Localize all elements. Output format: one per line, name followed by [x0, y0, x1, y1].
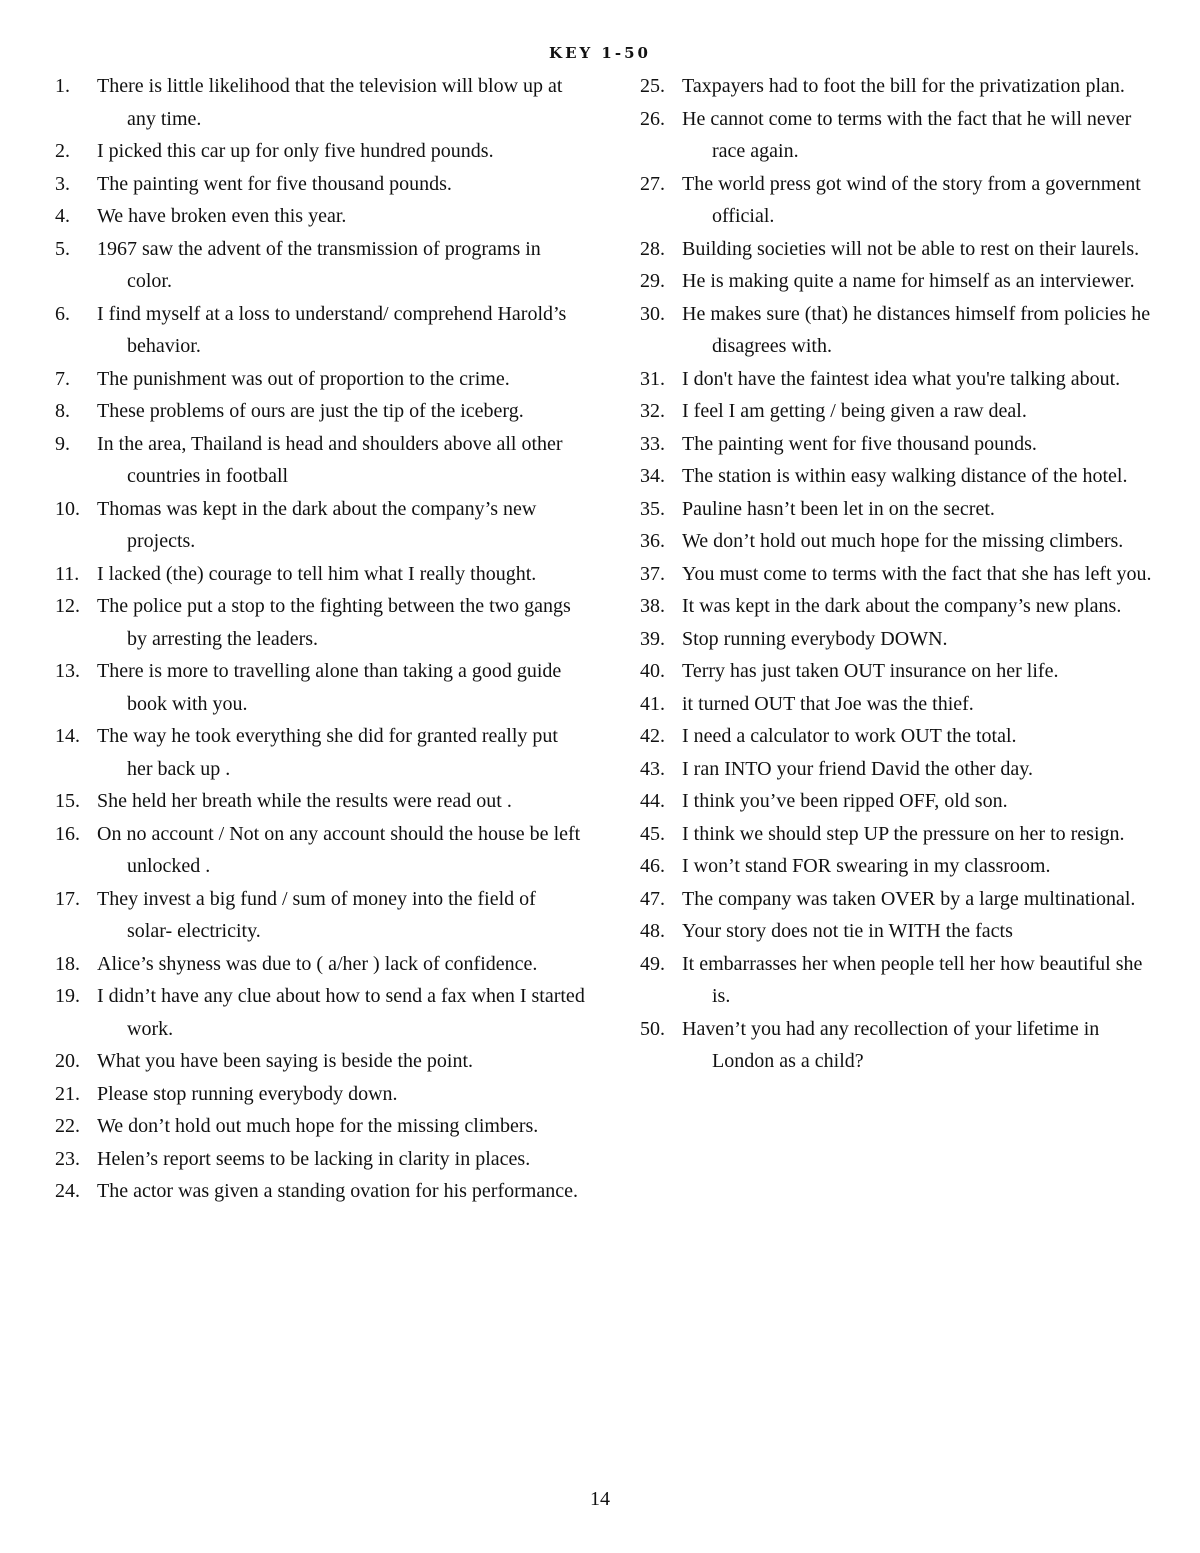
answer-text: In the area, Thailand is head and shoulders above all other countries in football	[97, 432, 563, 487]
answer-item	[640, 363, 1165, 396]
answer-item	[55, 980, 585, 1045]
answer-number: 9.	[55, 432, 70, 455]
answer-number: 19.	[55, 985, 80, 1007]
answer-number: 31.	[640, 367, 665, 390]
answer-text: On no account / Not on any account should the house be left unlocked .	[97, 822, 581, 877]
answer-item	[55, 1110, 585, 1143]
answer-text: The station is within easy walking distance of the hotel.	[682, 465, 1128, 487]
answer-number: 41.	[640, 692, 665, 715]
answer-text: You must come to terms with the fact that she has left you.	[682, 562, 1152, 585]
answer-list-left	[55, 70, 585, 1208]
answer-item	[640, 493, 1165, 526]
answer-text: Stop running everybody DOWN.	[682, 627, 948, 650]
answer-number: 16.	[55, 822, 80, 845]
answer-text: They invest a big fund / sum of money into the field of solar- electricity.	[97, 887, 536, 942]
answer-number: 39.	[640, 627, 665, 650]
answer-number: 15.	[55, 790, 80, 812]
answer-text: It embarrasses her when people tell her how beautiful she is.	[682, 952, 1143, 1007]
answer-text: He is making quite a name for himself as an interviewer.	[682, 270, 1135, 292]
answer-number: 2.	[55, 140, 70, 162]
answer-item	[55, 590, 585, 655]
answer-number: 28.	[640, 237, 665, 260]
answer-number: 14.	[55, 725, 80, 747]
answer-text: I won’t stand FOR swearing in my classroom.	[682, 855, 1051, 877]
answer-number: 18.	[55, 952, 80, 975]
page-title: KEY 1-50	[549, 44, 651, 62]
answer-item	[640, 395, 1165, 428]
answer-text: Helen’s report seems to be lacking in clarity in places.	[97, 1147, 531, 1170]
answer-item	[640, 818, 1165, 851]
answer-number: 29.	[640, 270, 665, 292]
answer-item	[640, 785, 1165, 818]
answer-text: The company was taken OVER by a large multinational.	[682, 887, 1136, 910]
answer-number: 26.	[640, 107, 665, 130]
answer-item	[640, 70, 1165, 103]
answer-item	[640, 428, 1165, 461]
answer-item	[55, 493, 585, 558]
answer-item	[55, 1175, 585, 1208]
answer-number: 47.	[640, 887, 665, 910]
answer-item	[640, 168, 1165, 233]
answer-number: 49.	[640, 952, 665, 975]
answer-item	[640, 558, 1165, 591]
answer-item	[640, 850, 1165, 883]
answer-number: 6.	[55, 302, 70, 325]
page-number: 14	[590, 1488, 610, 1510]
answer-text: There is little likelihood that the television will blow up at any time.	[97, 75, 563, 130]
answer-number: 40.	[640, 660, 665, 682]
answer-number: 50.	[640, 1017, 665, 1040]
answer-text: I need a calculator to work OUT the total.	[682, 725, 1017, 747]
answer-number: 13.	[55, 660, 80, 682]
answer-text: 1967 saw the advent of the transmission of programs in color.	[97, 237, 541, 292]
answer-number: 48.	[640, 920, 665, 942]
answer-number: 12.	[55, 595, 80, 617]
answer-number: 34.	[640, 465, 665, 487]
answer-item	[55, 1078, 585, 1111]
answer-item	[640, 883, 1165, 916]
answer-item	[55, 395, 585, 428]
answer-text: Thomas was kept in the dark about the company’s new projects.	[97, 497, 537, 552]
answer-number: 17.	[55, 887, 80, 910]
answer-text: I didn’t have any clue about how to send a fax when I started work.	[97, 985, 585, 1040]
answer-number: 43.	[640, 757, 665, 780]
answer-item	[640, 1013, 1165, 1078]
answer-text: The way he took everything she did for granted really put her back up .	[97, 725, 558, 780]
answer-text: The world press got wind of the story from a government official.	[682, 172, 1141, 227]
answer-text: Haven’t you had any recollection of your lifetime in London as a child?	[682, 1017, 1100, 1072]
answer-text: I feel I am getting / being given a raw deal.	[682, 400, 1027, 422]
answer-item	[55, 70, 585, 135]
answer-number: 38.	[640, 595, 665, 617]
answer-number: 1.	[55, 75, 70, 97]
answer-text: I lacked (the) courage to tell him what I really thought.	[97, 562, 537, 585]
answer-list-right	[640, 70, 1165, 1078]
answer-item	[55, 1045, 585, 1078]
answer-item	[640, 623, 1165, 656]
answer-text: Your story does not tie in WITH the facts	[682, 920, 1013, 942]
answer-number: 46.	[640, 855, 665, 877]
answer-item	[55, 558, 585, 591]
answer-text: He cannot come to terms with the fact that he will never race again.	[682, 107, 1132, 162]
answer-item	[55, 883, 585, 948]
answer-number: 30.	[640, 302, 665, 325]
answer-item	[55, 363, 585, 396]
answer-text: Alice’s shyness was due to ( a/her ) lack of confidence.	[97, 952, 538, 975]
answer-text: The police put a stop to the fighting between the two gangs by arresting the leaders.	[97, 595, 571, 650]
answer-item	[640, 590, 1165, 623]
answer-item	[55, 200, 585, 233]
answer-text: I ran INTO your friend David the other day.	[682, 757, 1033, 780]
answer-number: 42.	[640, 725, 665, 747]
answer-text: I think we should step UP the pressure on her to resign.	[682, 822, 1125, 845]
answer-text: We don’t hold out much hope for the missing climbers.	[97, 1115, 539, 1137]
answer-text: Building societies will not be able to rest on their laurels.	[682, 237, 1140, 260]
answer-number: 36.	[640, 530, 665, 552]
answer-text: Terry has just taken OUT insurance on her life.	[682, 660, 1059, 682]
answer-number: 23.	[55, 1147, 80, 1170]
answer-item	[55, 298, 585, 363]
answer-number: 3.	[55, 172, 70, 195]
answer-number: 44.	[640, 790, 665, 812]
answer-number: 20.	[55, 1050, 80, 1072]
answer-text: These problems of ours are just the tip of the iceberg.	[97, 400, 524, 422]
answer-item	[55, 655, 585, 720]
answer-text: Please stop running everybody down.	[97, 1082, 398, 1105]
answer-number: 35.	[640, 497, 665, 520]
answer-number: 21.	[55, 1082, 80, 1105]
answer-item	[55, 135, 585, 168]
answer-text: It was kept in the dark about the company’s new plans.	[682, 595, 1122, 617]
answer-item	[640, 233, 1165, 266]
answer-number: 8.	[55, 400, 70, 422]
answer-text: I think you’ve been ripped OFF, old son.	[682, 790, 1008, 812]
answer-item	[55, 818, 585, 883]
answer-text: We don’t hold out much hope for the missing climbers.	[682, 530, 1124, 552]
answer-number: 22.	[55, 1115, 80, 1137]
answer-item	[640, 103, 1165, 168]
answer-item	[640, 265, 1165, 298]
answer-item	[640, 460, 1165, 493]
answer-item	[55, 168, 585, 201]
answer-text: The painting went for five thousand pounds.	[682, 432, 1037, 455]
answer-number: 27.	[640, 172, 665, 195]
answer-text: There is more to travelling alone than taking a good guide book with you.	[97, 660, 562, 715]
answer-text: I don't have the faintest idea what you're talking about.	[682, 367, 1121, 390]
answer-item	[55, 720, 585, 785]
answer-text: I find myself at a loss to understand/ comprehend Harold’s behavior.	[97, 302, 567, 357]
answer-number: 10.	[55, 497, 80, 520]
answer-number: 45.	[640, 822, 665, 845]
answer-number: 32.	[640, 400, 665, 422]
answer-text: He makes sure (that) he distances himself from policies he disagrees with.	[682, 302, 1151, 357]
answer-item	[640, 655, 1165, 688]
answer-number: 37.	[640, 562, 665, 585]
answer-text: She held her breath while the results were read out .	[97, 790, 512, 812]
answer-text: it turned OUT that Joe was the thief.	[682, 692, 974, 715]
answer-text: Pauline hasn’t been let in on the secret.	[682, 497, 995, 520]
answer-text: The painting went for five thousand pounds.	[97, 172, 452, 195]
answer-item	[55, 1143, 585, 1176]
answer-item	[55, 785, 585, 818]
answer-text: We have broken even this year.	[97, 205, 347, 227]
answer-item	[640, 298, 1165, 363]
answer-number: 24.	[55, 1180, 80, 1202]
answer-number: 11.	[55, 562, 80, 585]
answer-number: 7.	[55, 367, 70, 390]
answer-item	[640, 753, 1165, 786]
answer-text: The actor was given a standing ovation for his performance.	[97, 1180, 578, 1202]
answer-number: 4.	[55, 205, 70, 227]
answer-number: 33.	[640, 432, 665, 455]
answer-item	[640, 525, 1165, 558]
answer-item	[640, 915, 1165, 948]
answer-item	[55, 428, 585, 493]
answer-item	[55, 233, 585, 298]
answer-text: I picked this car up for only five hundred pounds.	[97, 140, 494, 162]
answer-text: What you have been saying is beside the point.	[97, 1050, 474, 1072]
answer-text: Taxpayers had to foot the bill for the privatization plan.	[682, 75, 1125, 97]
answer-number: 5.	[55, 237, 70, 260]
answer-text: The punishment was out of proportion to the crime.	[97, 367, 510, 390]
answer-item	[640, 720, 1165, 753]
answer-item	[55, 948, 585, 981]
answer-item	[640, 688, 1165, 721]
answer-number: 25.	[640, 75, 665, 97]
answer-item	[640, 948, 1165, 1013]
